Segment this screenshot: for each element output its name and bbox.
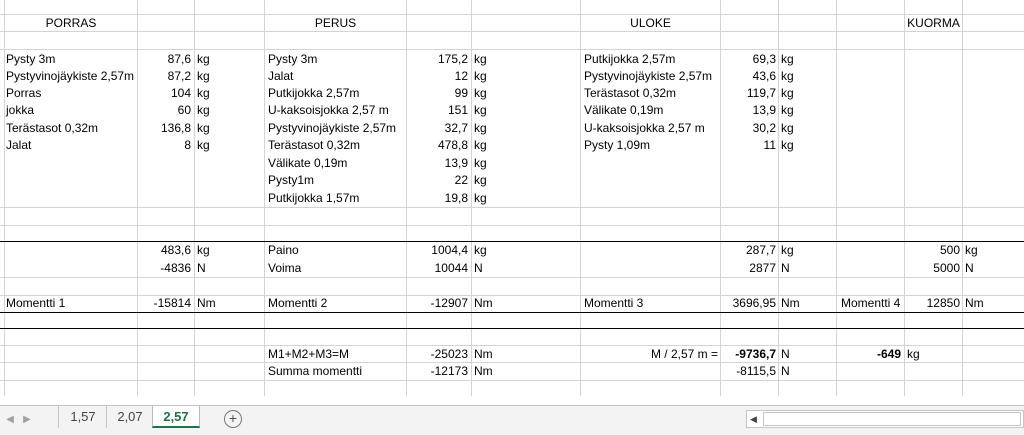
uloke-item-unit[interactable]: kg (781, 86, 794, 100)
perus-item-value[interactable]: 22 (454, 173, 468, 187)
uloke-force-value[interactable]: 2877 (749, 261, 776, 275)
summa-momentti-label[interactable]: Summa momentti (268, 364, 363, 378)
sum-formula-unit[interactable]: Nm (474, 347, 493, 361)
row-gridline (0, 14, 1024, 15)
porras-item-unit[interactable]: kg (197, 86, 210, 100)
moment-3-unit[interactable]: Nm (781, 296, 800, 310)
moment-3-label[interactable]: Momentti 3 (584, 296, 644, 310)
header-uloke: ULOKE (630, 16, 671, 30)
porras-item-name[interactable]: Pystyvinojäykiste 2,57m (6, 69, 135, 83)
uloke-item-value[interactable]: 69,3 (752, 52, 776, 66)
moment-1-label[interactable]: Momentti 1 (6, 296, 66, 310)
uloke-force-unit[interactable]: N (781, 261, 790, 275)
uloke-item-name[interactable]: Terästasot 0,32m (584, 86, 677, 100)
perus-item-name[interactable]: Välikate 0,19m (268, 156, 348, 170)
scroll-tabs-right-icon[interactable]: ▶ (23, 414, 31, 425)
horizontal-scrollbar[interactable] (746, 410, 1024, 428)
perus-item-unit[interactable]: kg (474, 156, 487, 170)
perus-item-name[interactable]: U-kaksoisjokka 2,57 m (268, 103, 389, 117)
uloke-mass-unit[interactable]: kg (781, 243, 794, 257)
perus-mass-label[interactable]: Paino (268, 243, 299, 257)
uloke-item-value[interactable]: 30,2 (752, 121, 776, 135)
porras-force-unit[interactable]: N (197, 261, 206, 275)
perus-mass-unit[interactable]: kg (474, 243, 487, 257)
uloke-item-name[interactable]: Pystyvinojäykiste 2,57m (584, 69, 713, 83)
uloke-item-unit[interactable]: kg (781, 69, 794, 83)
scrollbar-thumb[interactable] (763, 412, 1021, 426)
porras-item-name[interactable]: Terästasot 0,32m (6, 121, 99, 135)
porras-mass-unit[interactable]: kg (197, 243, 210, 257)
scroll-tabs-left-icon[interactable]: ◀ (6, 414, 14, 425)
moment-1-value[interactable]: -15814 (153, 296, 191, 310)
add-sheet-button[interactable]: + (224, 410, 242, 428)
column-gridline (580, 0, 581, 396)
division-2-unit[interactable]: N (781, 364, 790, 378)
porras-mass-value[interactable]: 483,6 (160, 243, 191, 257)
porras-item-unit[interactable]: kg (197, 52, 210, 66)
uloke-item-value[interactable]: 11 (763, 138, 776, 152)
perus-item-value[interactable]: 19,8 (444, 191, 468, 205)
perus-item-name[interactable]: Pystyvinojäykiste 2,57m (268, 121, 397, 135)
moment-4-label[interactable]: Momentti 4 (841, 296, 901, 310)
uloke-item-unit[interactable]: kg (781, 103, 794, 117)
porras-item-name[interactable]: jokka (6, 103, 35, 117)
sheet-tab-2-07[interactable]: 2,07 (106, 406, 153, 428)
sum-formula-value[interactable]: -25023 (430, 347, 468, 361)
perus-item-unit[interactable]: kg (474, 173, 487, 187)
porras-item-value[interactable]: 104 (170, 86, 191, 100)
porras-item-unit[interactable]: kg (197, 138, 210, 152)
perus-item-value[interactable]: 99 (454, 86, 468, 100)
porras-item-value[interactable]: 136,8 (160, 121, 191, 135)
moment-2-unit[interactable]: Nm (474, 296, 493, 310)
row-gridline (0, 31, 1024, 32)
sheet-tab-1-57[interactable]: 1,57 (58, 406, 107, 428)
column-gridline (471, 0, 472, 396)
perus-item-value[interactable]: 13,9 (444, 156, 468, 170)
scroll-left-icon[interactable]: ◀ (750, 414, 757, 424)
porras-item-unit[interactable]: kg (197, 69, 210, 83)
perus-item-unit[interactable]: kg (474, 103, 487, 117)
perus-item-unit[interactable]: kg (474, 52, 487, 66)
row-gridline (0, 277, 1024, 278)
column-gridline (904, 0, 905, 396)
perus-item-value[interactable]: 32,7 (444, 121, 468, 135)
kuorma-force-value[interactable]: 5000 (933, 261, 960, 275)
perus-item-name[interactable]: Pysty1m (268, 173, 315, 187)
moment-4-value[interactable]: 12850 (926, 296, 960, 310)
row-gridline (0, 225, 1024, 226)
porras-item-unit[interactable]: kg (197, 121, 210, 135)
summa-momentti-unit[interactable]: Nm (474, 364, 493, 378)
porras-item-value[interactable]: 87,2 (167, 69, 191, 83)
moment-4-unit[interactable]: Nm (965, 296, 984, 310)
division-label[interactable]: M / 2,57 m = (650, 347, 718, 361)
perus-item-value[interactable]: 478,8 (437, 138, 468, 152)
header-porras: PORRAS (45, 16, 97, 30)
perus-item-name[interactable]: Terästasot 0,32m (268, 138, 361, 152)
porras-force-value[interactable]: -4836 (160, 261, 191, 275)
perus-item-unit[interactable]: kg (474, 86, 487, 100)
perus-item-unit[interactable]: kg (474, 138, 487, 152)
perus-item-value[interactable]: 175,2 (437, 52, 468, 66)
uloke-item-value[interactable]: 13,9 (752, 103, 776, 117)
porras-item-name[interactable]: Jalat (6, 138, 32, 152)
kuorma-mass-value[interactable]: 500 (939, 243, 960, 257)
column-gridline (4, 0, 5, 396)
uloke-item-unit[interactable]: kg (781, 121, 794, 135)
perus-mass-value[interactable]: 1004,4 (431, 243, 468, 257)
kuorma-mass-unit[interactable]: kg (965, 243, 978, 257)
header-perus: PERUS (314, 16, 357, 30)
uloke-item-name[interactable]: Pysty 1,09m (584, 138, 651, 152)
kuorma-result-value[interactable]: -649 (876, 347, 901, 361)
perus-item-unit[interactable]: kg (474, 69, 487, 83)
uloke-item-value[interactable]: 43,6 (752, 69, 776, 83)
border-line (0, 328, 1024, 329)
perus-item-value[interactable]: 151 (447, 103, 468, 117)
perus-force-label[interactable]: Voima (268, 261, 302, 275)
perus-item-name[interactable]: Pysty 3m (268, 52, 318, 66)
moment-3-value[interactable]: 3696,95 (732, 296, 776, 310)
column-gridline (962, 0, 963, 396)
perus-item-name[interactable]: Jalat (268, 69, 294, 83)
uloke-item-name[interactable]: Välikate 0,19m (584, 103, 664, 117)
moment-2-value[interactable]: -12907 (430, 296, 468, 310)
sheet-tab-bar (0, 405, 1024, 435)
porras-item-unit[interactable]: kg (197, 103, 210, 117)
uloke-item-unit[interactable]: kg (781, 138, 794, 152)
porras-item-value[interactable]: 8 (184, 138, 191, 152)
uloke-item-value[interactable]: 119,7 (746, 86, 776, 100)
sheet-tab-2-57[interactable]: 2,57 (152, 406, 200, 428)
perus-item-value[interactable]: 12 (454, 69, 468, 83)
perus-item-unit[interactable]: kg (474, 191, 487, 205)
perus-item-unit[interactable]: kg (474, 121, 487, 135)
kuorma-force-unit[interactable]: N (965, 261, 974, 275)
kuorma-result-unit[interactable]: kg (907, 347, 920, 361)
moment-1-unit[interactable]: Nm (197, 296, 216, 310)
division-unit[interactable]: N (781, 347, 790, 361)
uloke-item-name[interactable]: U-kaksoisjokka 2,57 m (584, 121, 705, 135)
perus-item-name[interactable]: Putkijokka 1,57m (268, 191, 360, 205)
porras-item-value[interactable]: 87,6 (167, 52, 191, 66)
moment-2-label[interactable]: Momentti 2 (268, 296, 328, 310)
column-gridline (264, 0, 265, 396)
row-gridline (0, 380, 1024, 381)
porras-item-name[interactable]: Porras (6, 86, 42, 100)
division-2-value[interactable]: -8115,5 (736, 364, 776, 378)
division-value[interactable]: -9736,7 (735, 347, 776, 361)
perus-item-name[interactable]: Putkijokka 2,57m (268, 86, 360, 100)
column-gridline (836, 0, 837, 396)
summa-momentti-value[interactable]: -12173 (430, 364, 468, 378)
column-gridline (778, 0, 779, 396)
porras-item-value[interactable]: 60 (177, 103, 191, 117)
header-kuorma: KUORMA (907, 16, 960, 30)
perus-force-unit[interactable]: N (474, 261, 483, 275)
uloke-item-unit[interactable]: kg (781, 52, 794, 66)
uloke-item-name[interactable]: Putkijokka 2,57m (584, 52, 676, 66)
porras-item-name[interactable]: Pysty 3m (6, 52, 56, 66)
row-gridline (0, 207, 1024, 208)
column-gridline (194, 0, 195, 396)
row-gridline (0, 49, 1024, 50)
sum-formula-label[interactable]: M1+M2+M3=M (268, 347, 350, 361)
uloke-mass-value[interactable]: 287,7 (745, 243, 776, 257)
perus-force-value[interactable]: 10044 (434, 261, 468, 275)
border-line (0, 312, 1024, 313)
